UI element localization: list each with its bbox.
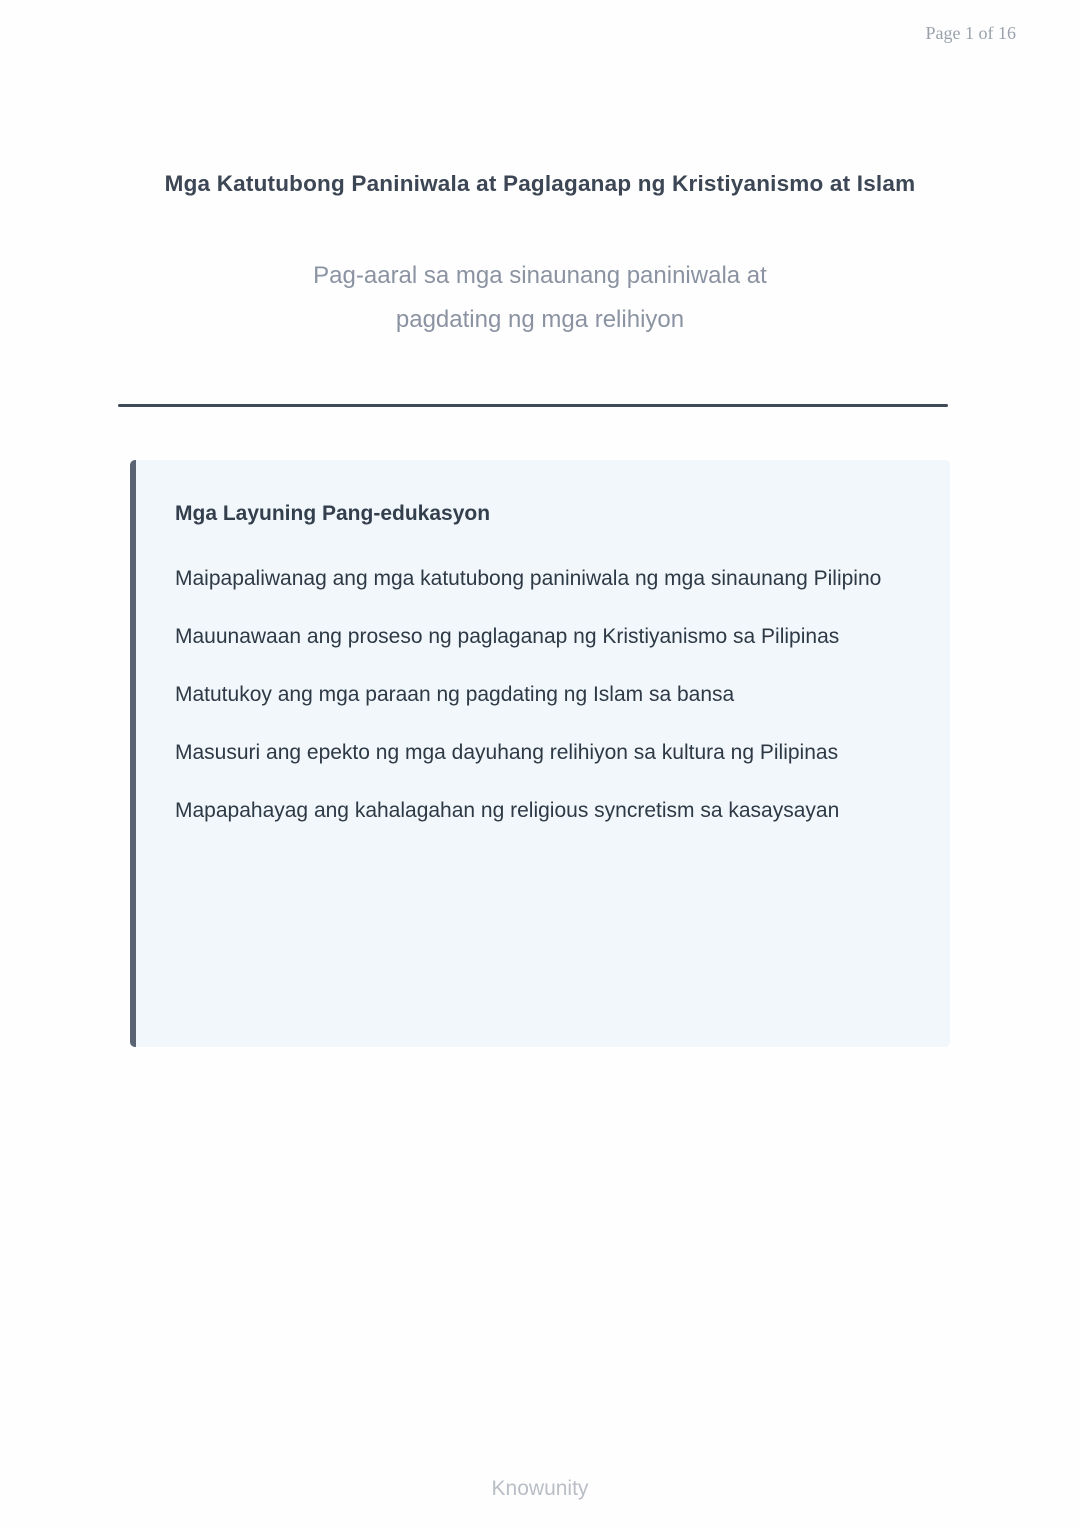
objectives-list (175, 559, 906, 830)
section-divider (118, 404, 948, 407)
objective-item: Mauunawaan ang proseso ng paglaganap ng Kristiyanismo sa Pilipinas (175, 625, 840, 648)
subtitle-line-1: Pag-aaral sa mga sinaunang paniniwala at (313, 262, 767, 289)
document-title: Mga Katutubong Paniniwala at Paglaganap ng Kristiyanismo at Islam (164, 171, 916, 196)
objective-item: Masusuri ang epekto ng mga dayuhang relihiyon sa kultura ng Pilipinas (175, 741, 839, 764)
objective-item: Matutukoy ang mga paraan ng pagdating ng Islam sa bansa (175, 683, 735, 706)
objectives-heading: Mga Layuning Pang-edukasyon (175, 502, 491, 525)
objective-item: Maipapaliwanag ang mga katutubong paniniwala ng mga sinaunang Pilipino (175, 567, 882, 590)
subtitle-line-2: pagdating ng mga relihiyon (395, 306, 685, 333)
objective-item: Mapapahayag ang kahalagahan ng religious syncretism sa kasaysayan (175, 799, 840, 822)
document-subtitle (0, 254, 1080, 342)
footer-brand: Knowunity (491, 1477, 589, 1500)
page-indicator: Page 1 of 16 (925, 23, 1016, 43)
objectives-callout (130, 460, 950, 1047)
